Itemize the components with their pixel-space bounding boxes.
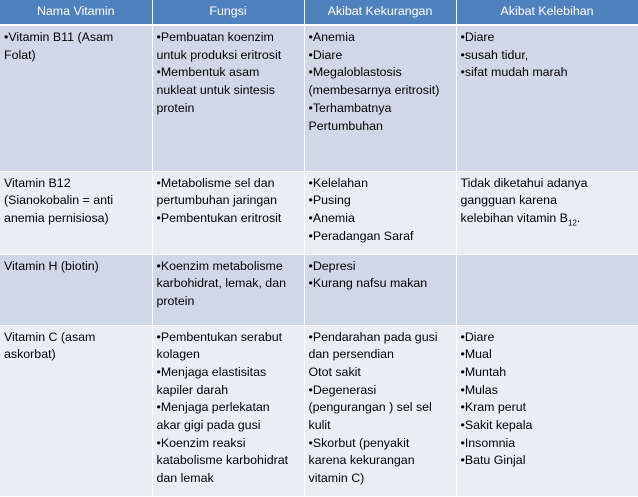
cell-line: •Sakit kepala — [460, 418, 533, 433]
cell-line: Tidak diketahui adanya — [460, 175, 588, 190]
subscript-12: 12 — [567, 218, 577, 228]
cell-line: kulit — [308, 418, 331, 433]
cell-line: •Diare — [460, 329, 495, 344]
cell-line: Otot sakit — [308, 364, 361, 379]
cell-line: (pengurangan ) sel sel — [308, 400, 432, 415]
cell-line: dan lemak — [156, 471, 214, 486]
header-nama-vitamin: Nama Vitamin — [0, 0, 152, 25]
cell-line: •Vitamin B11 (Asam — [4, 30, 114, 44]
cell-line: •Depresi — [308, 258, 356, 273]
cell-line: •Degenerasi — [308, 382, 377, 397]
cell-line: •Skorbut (penyakit — [308, 435, 410, 450]
cell-line: nukleat untuk sintesis — [156, 83, 275, 98]
table-row — [0, 325, 638, 496]
kelebihan-last-suffix: . — [576, 210, 581, 225]
cell-line: •Koenzim reaksi — [156, 435, 246, 450]
cell-line: •Diare — [460, 30, 495, 44]
cell-vitamin — [0, 254, 152, 325]
cell-line: (membesarnya eritrosit) — [308, 83, 440, 98]
table-row — [0, 254, 638, 325]
cell-line: •Kelelahan — [308, 175, 368, 190]
cell-line: gangguan karena — [460, 193, 557, 208]
cell-kelebihan — [456, 171, 638, 254]
cell-line: •Terhambatnya — [308, 100, 392, 115]
cell-line: •Pusing — [308, 193, 351, 208]
cell-line: •sifat mudah marah — [460, 65, 568, 80]
kelebihan-last-text: kelebihan vitamin B — [460, 210, 568, 225]
cell-line: •Menjaga elastisitas — [156, 364, 267, 379]
cell-vitamin — [0, 171, 152, 254]
cell-kekurangan — [304, 25, 456, 171]
cell-fungsi — [152, 325, 304, 496]
cell-line: kolagen — [156, 347, 200, 362]
cell-line: protein — [156, 100, 195, 115]
cell-line: Vitamin H (biotin) — [4, 258, 99, 273]
kelebihan-last-line — [461, 210, 634, 228]
cell-line: protein — [156, 293, 195, 308]
cell-line: Folat) — [4, 47, 36, 62]
cell-line: •Pendarahan pada gusi — [308, 329, 438, 344]
cell-line: pertumbuhan jaringan — [156, 193, 278, 208]
table-row — [0, 171, 638, 254]
cell-vitamin — [0, 25, 152, 171]
cell-kelebihan — [456, 325, 638, 496]
header-akibat-kekurangan: Akibat Kekurangan — [304, 0, 456, 25]
cell-kelebihan — [456, 25, 638, 171]
cell-line: kapiler darah — [156, 382, 229, 397]
cell-kekurangan — [304, 254, 456, 325]
cell-line: •Kram perut — [460, 400, 527, 415]
cell-fungsi — [152, 25, 304, 171]
cell-line: •Pembuatan koenzim — [156, 30, 274, 44]
cell-vitamin — [0, 325, 152, 496]
cell-line: •Pembentukan serabut — [156, 329, 283, 344]
cell-line: karena kekurangan — [308, 453, 415, 468]
cell-line: katabolisme karbohidrat — [156, 453, 289, 468]
cell-fungsi — [152, 171, 304, 254]
cell-line: •Metabolisme sel dan — [156, 175, 275, 190]
cell-line: (Sianokobalin = anti — [4, 193, 114, 208]
cell-line: •Mual — [460, 347, 492, 362]
cell-line: Pertumbuhan — [308, 118, 383, 133]
cell-line: •Insomnia — [460, 435, 516, 450]
cell-line: •Muntah — [460, 364, 507, 379]
cell-line: Vitamin B12 — [4, 175, 71, 190]
cell-line: •Membentuk asam — [156, 65, 260, 80]
cell-kekurangan — [304, 325, 456, 496]
cell-line: •Batu Ginjal — [460, 453, 526, 468]
header-akibat-kelebihan: Akibat Kelebihan — [456, 0, 638, 25]
cell-fungsi — [152, 254, 304, 325]
cell-line: askorbat) — [4, 347, 56, 362]
cell-kekurangan — [304, 171, 456, 254]
cell-line: •Peradangan Saraf — [308, 228, 414, 243]
header-row — [0, 0, 638, 25]
header-fungsi: Fungsi — [152, 0, 304, 25]
cell-line: •Kurang nafsu makan — [308, 276, 428, 291]
kelebihan-text — [461, 175, 634, 210]
cell-line: •Megaloblastosis — [308, 65, 402, 80]
cell-line: untuk produksi eritrosit — [156, 47, 282, 62]
cell-kelebihan — [456, 254, 638, 325]
cell-line: dan persendian — [308, 347, 394, 362]
cell-line: vitamin C) — [308, 471, 365, 486]
table-row — [0, 25, 638, 171]
cell-line: •Mulas — [460, 382, 498, 397]
cell-line: anemia pernisiosa) — [4, 210, 109, 225]
cell-line: •susah tidur, — [460, 47, 529, 62]
cell-line: •Koenzim metabolisme — [156, 258, 283, 273]
cell-line: •Anemia — [308, 210, 355, 225]
cell-line: •Pembentukan eritrosit — [156, 210, 282, 225]
cell-line: •Menjaga perlekatan — [156, 400, 270, 415]
cell-line: •Anemia — [308, 30, 355, 44]
cell-line: Vitamin C (asam — [4, 329, 96, 344]
cell-line: •Diare — [308, 47, 343, 62]
cell-line: karbohidrat, lemak, dan — [156, 276, 286, 291]
cell-line: akar gigi pada gusi — [156, 418, 261, 433]
